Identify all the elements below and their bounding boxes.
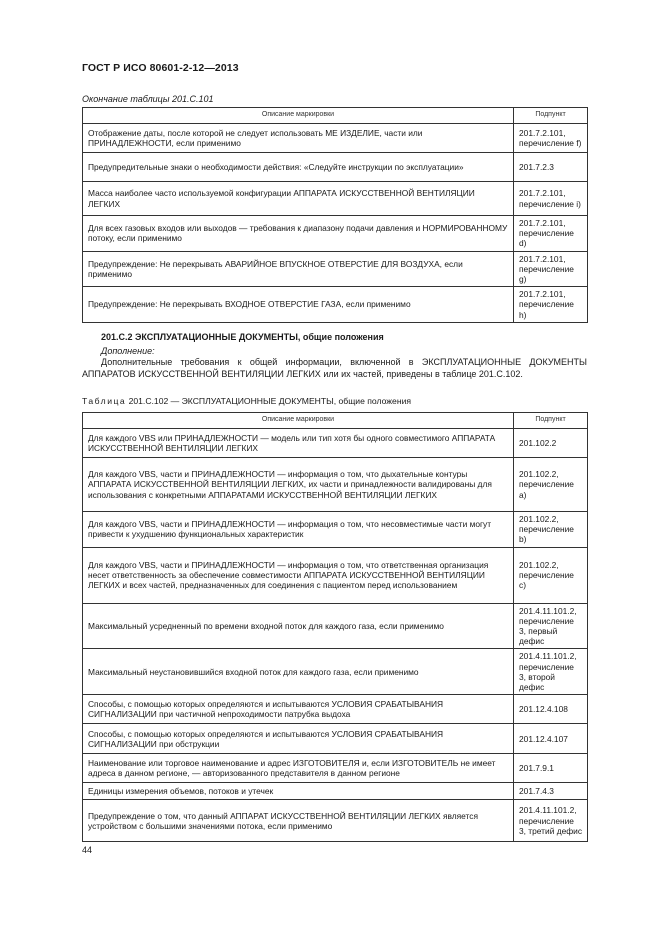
table-row [83, 458, 588, 512]
table2-col-ref: Подпункт [514, 413, 588, 429]
row-reference: 201.7.2.3 [514, 153, 588, 182]
table-row [83, 512, 588, 548]
row-description: Наименование или торговое наименование и адрес ИЗГОТОВИТЕЛЯ и, если ИЗГОТОВИТЕЛЬ не имеет адреса в данном регионе, — авторизованного представителя в данном регионе [83, 754, 514, 783]
row-reference: 201.7.2.101, перечисление h) [514, 287, 588, 323]
table-row [83, 783, 588, 800]
row-reference: 201.7.9.1 [514, 754, 588, 783]
row-reference: 201.4.11.101.2, перечисление 3, третий дефис [514, 800, 588, 842]
table-row [83, 603, 588, 649]
table-row [83, 251, 588, 287]
row-reference: 201.102.2, перечисление а) [514, 458, 588, 512]
table-row [83, 754, 588, 783]
table1-col-ref: Подпункт [514, 108, 588, 124]
row-reference: 201.7.2.101, перечисление d) [514, 216, 588, 252]
table-row [83, 287, 588, 323]
row-description: Максимальный усредненный по времени входной поток для каждого газа, если применимо [83, 603, 514, 649]
table2-caption-text: 201.С.102 — ЭКСПЛУАТАЦИОННЫЕ ДОКУМЕНТЫ, общие положения [126, 396, 412, 406]
row-description: Для всех газовых входов или выходов — требования к диапазону подачи давления и НОРМИРОВАННОМУ потоку, если применимо [83, 216, 514, 252]
table1-col-desc: Описание маркировки [83, 108, 514, 124]
addendum-label: Дополнение: [101, 346, 155, 356]
row-description: Максимальный неустановившийся входной поток для каждого газа, если применимо [83, 649, 514, 695]
table-row [83, 649, 588, 695]
row-description: Для каждого VBS, части и ПРИНАДЛЕЖНОСТИ — информация о том, что несовместимые части могут привести к ухудшению функциональных характеристик [83, 512, 514, 548]
table-row [83, 695, 588, 724]
row-description: Отображение даты, после которой не следует использовать МЕ ИЗДЕЛИЕ, части или ПРИНАДЛЕЖНОСТИ, если применимо [83, 124, 514, 153]
table-row [83, 547, 588, 603]
section-heading: 201.С.2 ЭКСПЛУАТАЦИОННЫЕ ДОКУМЕНТЫ, общие положения [101, 332, 384, 342]
row-description: Предупреждение о том, что данный АППАРАТ ИСКУССТВЕННОЙ ВЕНТИЛЯЦИИ ЛЕГКИХ является устройством с большими значениями потока, если применимо [83, 800, 514, 842]
table-row [83, 800, 588, 842]
row-reference: 201.7.4.3 [514, 783, 588, 800]
row-reference: 201.102.2, перечисление b) [514, 512, 588, 548]
row-description: Способы, с помощью которых определяются и испытываются УСЛОВИЯ СРАБАТЫВАНИЯ СИГНАЛИЗАЦИИ при обструкции [83, 724, 514, 754]
section-paragraph: Дополнительные требования к общей информации, включенной в ЭКСПЛУАТАЦИОННЫЕ ДОКУМЕНТЫ АППАРАТОВ ИСКУССТВЕННОЙ ВЕНТИЛЯЦИИ ЛЕГКИХ или их частей, приведены в таблице 201.С.102. [82, 357, 587, 379]
row-description: Способы, с помощью которых определяются и испытываются УСЛОВИЯ СРАБАТЫВАНИЯ СИГНАЛИЗАЦИИ при частичной непроходимости патрубка выдоха [83, 695, 514, 724]
row-description: Предупреждение: Не перекрывать ВХОДНОЕ ОТВЕРСТИЕ ГАЗА, если применимо [83, 287, 514, 323]
row-reference: 201.12.4.108 [514, 695, 588, 724]
row-description: Для каждого VBS, части и ПРИНАДЛЕЖНОСТИ — информация о том, что ответственная организация несет ответственность за обеспечение совместимости АППАРАТА ИСКУССТВЕННОЙ ВЕНТИЛЯЦИИ ЛЕГКИХ и всех частей, предназначенных для соединения с пациентом перед использованием [83, 547, 514, 603]
row-description: Единицы измерения объемов, потоков и утечек [83, 783, 514, 800]
table2-caption-label: Таблица [82, 396, 127, 406]
table-row [83, 124, 588, 153]
row-description: Для каждого VBS, части и ПРИНАДЛЕЖНОСТИ — информация о том, что дыхательные контуры АППАРАТА ИСКУССТВЕННОЙ ВЕНТИЛЯЦИИ ЛЕГКИХ, их части и принадлежности валидированы для использования с конкретными АППАРАТАМИ ИСКУССТВЕННОЙ ВЕНТИЛЯЦИИ ЛЕГКИХ [83, 458, 514, 512]
row-description: Предупредительные знаки о необходимости действия: «Следуйте инструкции по эксплуатации» [83, 153, 514, 182]
page-number: 44 [82, 845, 93, 855]
row-reference: 201.7.2.101, перечисление g) [514, 251, 588, 287]
row-description: Предупреждение: Не перекрывать АВАРИЙНОЕ ВПУСКНОЕ ОТВЕРСТИЕ ДЛЯ ВОЗДУХА, если применимо [83, 251, 514, 287]
table1 [82, 107, 588, 323]
table-row [83, 153, 588, 182]
document-header: ГОСТ Р ИСО 80601-2-12—2013 [82, 62, 239, 74]
row-reference: 201.7.2.101, перечисление f) [514, 124, 588, 153]
row-reference: 201.4.11.101.2, перечисление 3, второй дефис [514, 649, 588, 695]
row-description: Для каждого VBS или ПРИНАДЛЕЖНОСТИ — модель или тип хотя бы одного совместимого АППАРАТА ИСКУССТВЕННОЙ ВЕНТИЛЯЦИИ ЛЕГКИХ [83, 429, 514, 458]
row-reference: 201.7.2.101, перечисление i) [514, 182, 588, 216]
row-reference: 201.4.11.101.2, перечисление 3, первый дефис [514, 603, 588, 649]
table-row [83, 724, 588, 754]
row-reference: 201.12.4.107 [514, 724, 588, 754]
table2-header-row [83, 413, 588, 429]
table2 [82, 412, 588, 842]
row-reference: 201.102.2, перечисление с) [514, 547, 588, 603]
table-row [83, 429, 588, 458]
table2-col-desc: Описание маркировки [83, 413, 514, 429]
table-row [83, 182, 588, 216]
row-reference: 201.102.2 [514, 429, 588, 458]
table1-header-row [83, 108, 588, 124]
table-row [83, 216, 588, 252]
table2-caption [82, 396, 411, 406]
table1-caption: Окончание таблицы 201.С.101 [82, 94, 214, 104]
row-description: Масса наиболее часто используемой конфигурации АППАРАТА ИСКУССТВЕННОЙ ВЕНТИЛЯЦИИ ЛЕГКИХ [83, 182, 514, 216]
